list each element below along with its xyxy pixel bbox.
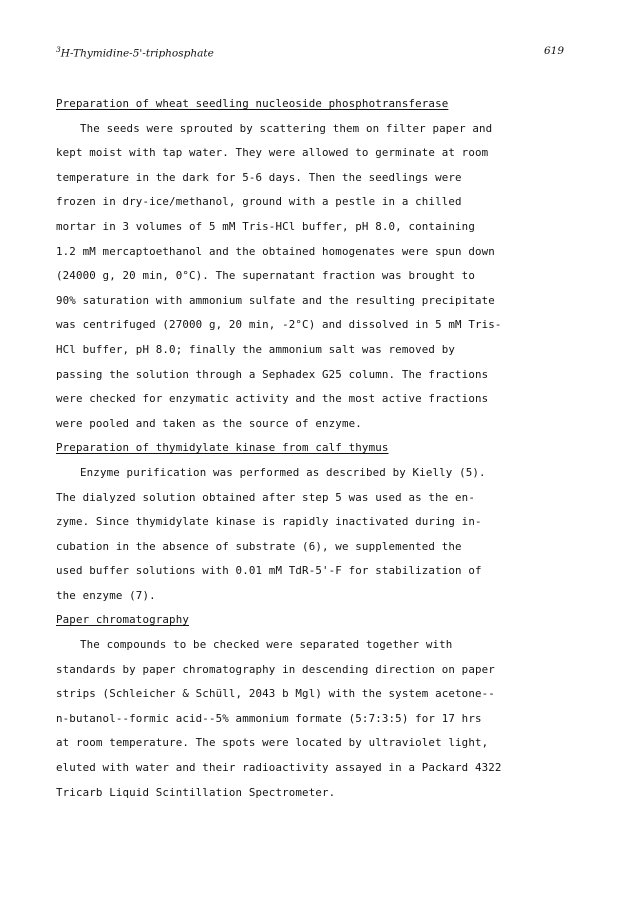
section-heading: Preparation of thymidylate kinase from calf thymus bbox=[56, 441, 389, 455]
paragraph-line: cubation in the absence of substrate (6), we supplemented the bbox=[56, 539, 462, 553]
paragraph-line: Tricarb Liquid Scintillation Spectrometer. bbox=[56, 785, 336, 799]
paragraph-line: (24000 g, 20 min, 0°C). The supernatant fraction was brought to bbox=[56, 269, 475, 283]
paragraph-line: at room temperature. The spots were located by ultraviolet light, bbox=[56, 736, 489, 750]
page-number: 619 bbox=[543, 45, 564, 57]
paragraph-line: 90% saturation with ammonium sulfate and the resulting precipitate bbox=[56, 293, 495, 307]
paragraph-line: were pooled and taken as the source of enzyme. bbox=[56, 416, 362, 430]
running-title-text: H-Thymidine-5'-triphosphate bbox=[60, 47, 214, 60]
section-heading: Preparation of wheat seedling nucleoside phosphotransferase bbox=[56, 97, 449, 110]
paragraph-line: mortar in 3 volumes of 5 mM Tris-HCl buffer, pH 8.0, containing bbox=[56, 219, 475, 233]
paragraph-line: temperature in the dark for 5-6 days. Then the seedlings were bbox=[56, 170, 462, 184]
paragraph-line: Enzyme purification was performed as described by Kielly (5). bbox=[80, 465, 486, 479]
running-title bbox=[56, 45, 214, 60]
paragraph-line: standards by paper chromatography in descending direction on paper bbox=[56, 662, 495, 676]
paragraph-line: were checked for enzymatic activity and the most active fractions bbox=[56, 392, 489, 406]
paragraph-line: the enzyme (7). bbox=[56, 588, 156, 602]
body-text bbox=[56, 92, 564, 805]
paragraph-line: 1.2 mM mercaptoethanol and the obtained homogenates were spun down bbox=[56, 244, 495, 258]
paragraph-line: strips (Schleicher & Schüll, 2043 b Mgl) with the system acetone-- bbox=[56, 687, 495, 701]
paragraph-line: n-butanol--formic acid--5% ammonium formate (5:7:3:5) for 17 hrs bbox=[56, 711, 482, 725]
running-header bbox=[56, 45, 564, 65]
paragraph-line: frozen in dry-ice/methanol, ground with a pestle in a chilled bbox=[56, 195, 462, 209]
paragraph-line: passing the solution through a Sephadex G25 column. The fractions bbox=[56, 367, 489, 381]
paragraph-line: zyme. Since thymidylate kinase is rapidly inactivated during in- bbox=[56, 515, 482, 529]
title-superscript: 3 bbox=[56, 45, 61, 54]
paragraph-line: used buffer solutions with 0.01 mM TdR-5'-F for stabilization of bbox=[56, 564, 482, 578]
paragraph-line: eluted with water and their radioactivity assayed in a Packard 4322 bbox=[56, 761, 502, 775]
paragraph-line: HCl buffer, pH 8.0; finally the ammonium salt was removed by bbox=[56, 342, 456, 356]
paragraph-line: The seeds were sprouted by scattering them on filter paper and bbox=[80, 121, 493, 135]
paragraph-line: The compounds to be checked were separated together with bbox=[80, 638, 453, 652]
paragraph-line: The dialyzed solution obtained after step 5 was used as the en- bbox=[56, 490, 475, 504]
paragraph-line: was centrifuged (27000 g, 20 min, -2°C) and dissolved in 5 mM Tris- bbox=[56, 318, 502, 332]
paragraph-line: kept moist with tap water. They were allowed to germinate at room bbox=[56, 146, 489, 160]
section-heading: Paper chromatography bbox=[56, 613, 190, 627]
